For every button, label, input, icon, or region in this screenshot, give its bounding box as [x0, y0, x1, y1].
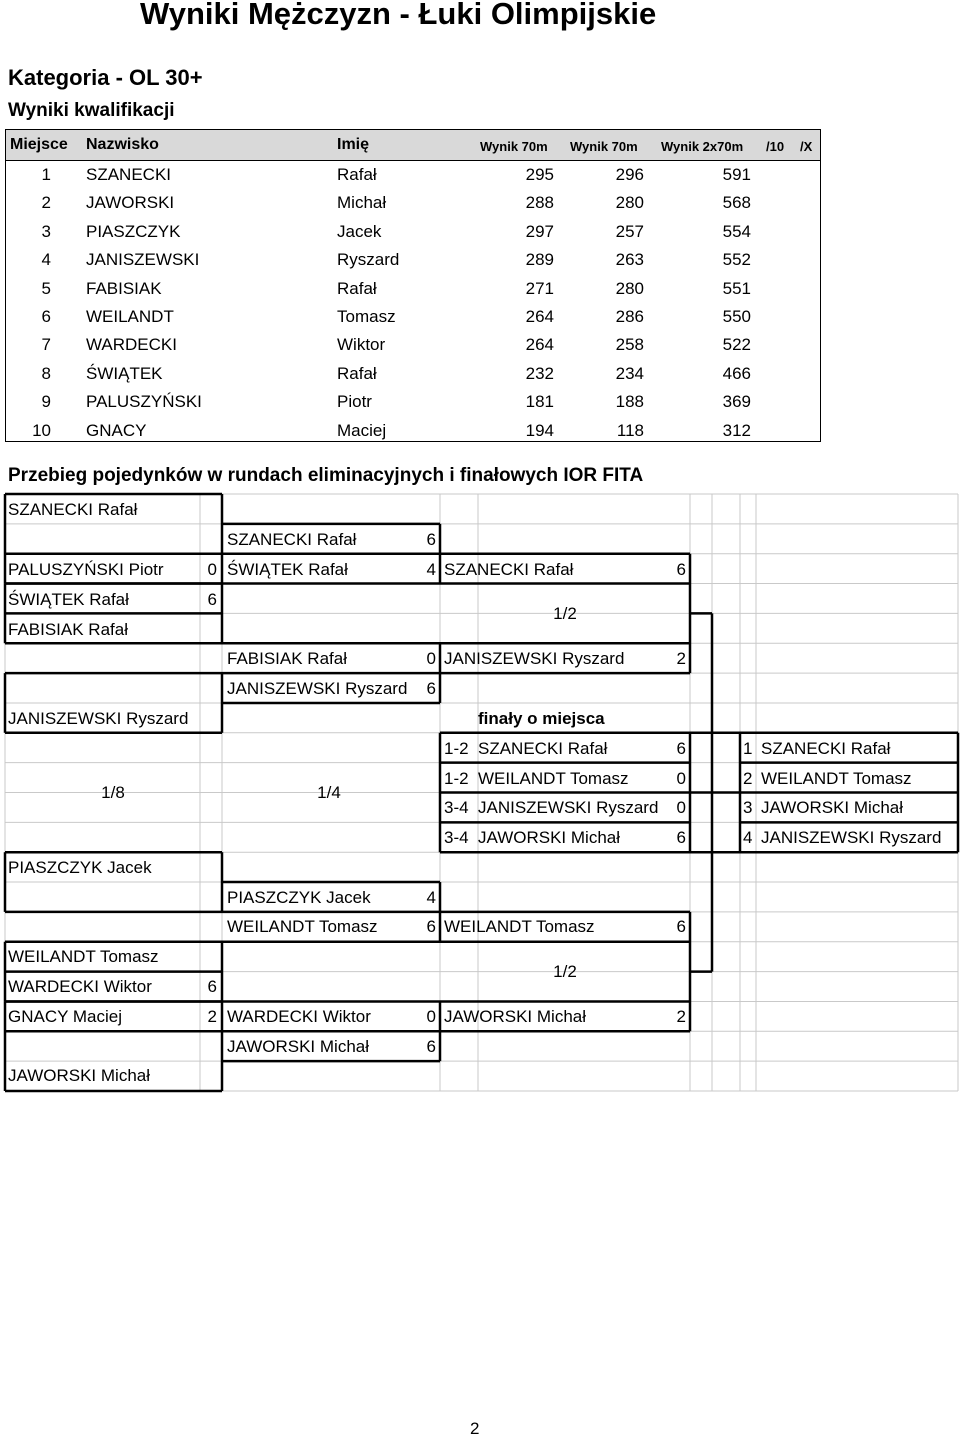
round-label-1-4: 1/4	[317, 783, 341, 802]
r16-name: FABISIAK Rafał	[8, 620, 128, 639]
qf-score: 0	[426, 1007, 436, 1026]
finals-heading: finały o miejsca	[478, 709, 605, 728]
qf-score: 0	[426, 649, 436, 668]
final-label: 3-4	[444, 798, 469, 817]
final-label: 1-2	[444, 739, 469, 758]
qf-name: WARDECKI Wiktor	[227, 1007, 371, 1026]
sf-score: 2	[676, 1007, 686, 1026]
r16-name: SZANECKI Rafał	[8, 500, 138, 519]
cell-score1: 194	[525, 420, 554, 440]
sf-name: JAWORSKI Michał	[444, 1007, 587, 1026]
cell-place: 6	[41, 307, 51, 326]
cell-score2: 296	[615, 165, 644, 184]
cell-surname: SZANECKI	[86, 165, 172, 184]
cell-total: 551	[722, 278, 751, 298]
sf-name: WEILANDT Tomasz	[444, 917, 595, 936]
cell-first-name: Rafał	[337, 363, 377, 383]
sf-name: JANISZEWSKI Ryszard	[444, 649, 625, 668]
page-number: 2	[470, 1419, 480, 1438]
round-label-1-2-bottom: 1/2	[553, 962, 577, 981]
standing-name: WEILANDT Tomasz	[761, 769, 912, 788]
standing-place: 2	[743, 769, 753, 788]
final-score: 6	[676, 739, 686, 758]
cell-score1: 271	[525, 278, 554, 298]
bracket-heading: Przebieg pojedynków w rundach eliminacyjnych i finałowych IOR FITA	[8, 465, 644, 486]
final-name: JANISZEWSKI Ryszard	[478, 798, 659, 817]
cell-first-name: Jacek	[337, 221, 382, 241]
header-x: /X	[800, 139, 813, 154]
cell-place: 3	[41, 221, 51, 241]
r16-name: PIASZCZYK Jacek	[8, 858, 152, 877]
standing-name: JANISZEWSKI Ryszard	[761, 828, 942, 847]
header-surname: Nazwisko	[86, 136, 159, 153]
r16-name: PALUSZYŃSKI Piotr	[8, 560, 164, 579]
cell-place: 4	[41, 250, 51, 270]
sf-score: 6	[676, 560, 686, 579]
cell-place: 10	[32, 420, 51, 440]
qf-score: 6	[426, 917, 436, 936]
cell-total: 568	[722, 193, 751, 213]
final-score: 0	[676, 798, 686, 817]
cell-place: 8	[41, 363, 51, 383]
r16-name: WEILANDT Tomasz	[8, 947, 159, 966]
cell-score1: 264	[525, 335, 554, 355]
standing-place: 3	[743, 798, 753, 817]
final-score: 6	[676, 828, 686, 847]
cell-score1: 295	[525, 165, 554, 184]
header-score1: Wynik 70m	[480, 139, 548, 154]
final-name: JAWORSKI Michał	[478, 828, 621, 847]
qf-score: 4	[426, 560, 436, 579]
cell-place: 2	[41, 193, 51, 213]
qf-score: 6	[426, 530, 436, 549]
page-title: Wyniki Mężczyzn - Łuki Olimpijskie	[140, 0, 657, 31]
cell-score1: 297	[525, 221, 554, 241]
cell-total: 522	[722, 335, 751, 355]
cell-surname: JANISZEWSKI	[86, 250, 200, 270]
cell-score2: 234	[615, 363, 644, 383]
standing-place: 4	[743, 828, 753, 847]
sf-score: 2	[676, 649, 686, 668]
qf-score: 4	[426, 888, 436, 907]
cell-score1: 264	[525, 307, 554, 326]
final-label: 1-2	[444, 769, 469, 788]
qf-score: 6	[426, 1037, 436, 1056]
cell-place: 5	[41, 278, 51, 298]
standing-place: 1	[743, 739, 753, 758]
cell-surname: FABISIAK	[86, 278, 162, 298]
cell-first-name: Rafał	[337, 278, 377, 298]
qf-name: SZANECKI Rafał	[227, 530, 357, 549]
cell-score1: 232	[525, 363, 554, 383]
header-place: Miejsce	[10, 136, 68, 153]
cell-first-name: Maciej	[337, 420, 387, 440]
qualification-heading: Wyniki kwalifikacji	[8, 100, 175, 121]
cell-total: 552	[722, 250, 751, 270]
cell-total: 591	[722, 165, 751, 184]
cell-surname: GNACY	[86, 420, 147, 440]
cell-surname: WARDECKI	[86, 335, 177, 355]
qf-score: 6	[426, 679, 436, 698]
header-tens: /10	[766, 139, 785, 154]
cell-score2: 280	[615, 193, 644, 213]
cell-score1: 289	[525, 250, 554, 270]
cell-total: 550	[722, 307, 751, 326]
sf-score: 6	[676, 917, 686, 936]
cell-score2: 258	[615, 335, 644, 355]
header-score2: Wynik 70m	[570, 139, 638, 154]
header-total: Wynik 2x70m	[661, 139, 744, 154]
qf-name: PIASZCZYK Jacek	[227, 888, 371, 907]
final-name: WEILANDT Tomasz	[478, 769, 629, 788]
qf-name: WEILANDT Tomasz	[227, 917, 378, 936]
cell-first-name: Rafał	[337, 165, 377, 184]
cell-score1: 181	[525, 392, 554, 412]
cell-surname: WEILANDT	[86, 307, 174, 326]
cell-first-name: Wiktor	[337, 335, 386, 355]
final-label: 3-4	[444, 828, 469, 847]
round-label-1-2-top: 1/2	[553, 604, 577, 623]
cell-total: 554	[722, 221, 751, 241]
sf-name: SZANECKI Rafał	[444, 560, 574, 579]
cell-surname: JAWORSKI	[86, 193, 175, 213]
cell-first-name: Tomasz	[337, 307, 396, 326]
final-score: 0	[676, 769, 686, 788]
r16-name: JAWORSKI Michał	[8, 1066, 151, 1085]
r16-name: GNACY Maciej	[8, 1007, 122, 1026]
header-first-name: Imię	[337, 136, 370, 153]
cell-score2: 257	[615, 221, 644, 241]
r16-score: 0	[207, 560, 217, 579]
cell-score2: 118	[616, 420, 644, 440]
r16-score: 2	[207, 1007, 217, 1026]
cell-first-name: Michał	[337, 193, 387, 213]
final-name: SZANECKI Rafał	[478, 739, 608, 758]
category-heading: Kategoria - OL 30+	[8, 65, 203, 90]
cell-surname: ŚWIĄTEK	[86, 363, 163, 383]
cell-total: 312	[722, 420, 751, 440]
standing-name: SZANECKI Rafał	[761, 739, 891, 758]
cell-surname: PALUSZYŃSKI	[86, 392, 202, 412]
cell-place: 1	[41, 165, 51, 184]
qf-name: JANISZEWSKI Ryszard	[227, 679, 408, 698]
cell-total: 369	[722, 392, 751, 412]
r16-score: 6	[207, 590, 217, 609]
r16-name: ŚWIĄTEK Rafał	[8, 590, 129, 609]
cell-first-name: Ryszard	[337, 250, 400, 270]
cell-score2: 280	[615, 278, 644, 298]
standing-name: JAWORSKI Michał	[761, 798, 904, 817]
round-label-1-8: 1/8	[101, 783, 125, 802]
qf-name: ŚWIĄTEK Rafał	[227, 560, 348, 579]
cell-score2: 188	[615, 392, 644, 412]
cell-score2: 286	[615, 307, 644, 326]
cell-first-name: Piotr	[337, 392, 372, 412]
cell-score1: 288	[525, 193, 554, 213]
cell-place: 9	[41, 392, 51, 412]
cell-score2: 263	[615, 250, 644, 270]
r16-name: WARDECKI Wiktor	[8, 977, 152, 996]
r16-score: 6	[207, 977, 217, 996]
cell-place: 7	[41, 335, 51, 355]
cell-surname: PIASZCZYK	[86, 221, 181, 241]
cell-total: 466	[722, 363, 751, 383]
qf-name: FABISIAK Rafał	[227, 649, 347, 668]
r16-name: JANISZEWSKI Ryszard	[8, 709, 189, 728]
qf-name: JAWORSKI Michał	[227, 1037, 370, 1056]
